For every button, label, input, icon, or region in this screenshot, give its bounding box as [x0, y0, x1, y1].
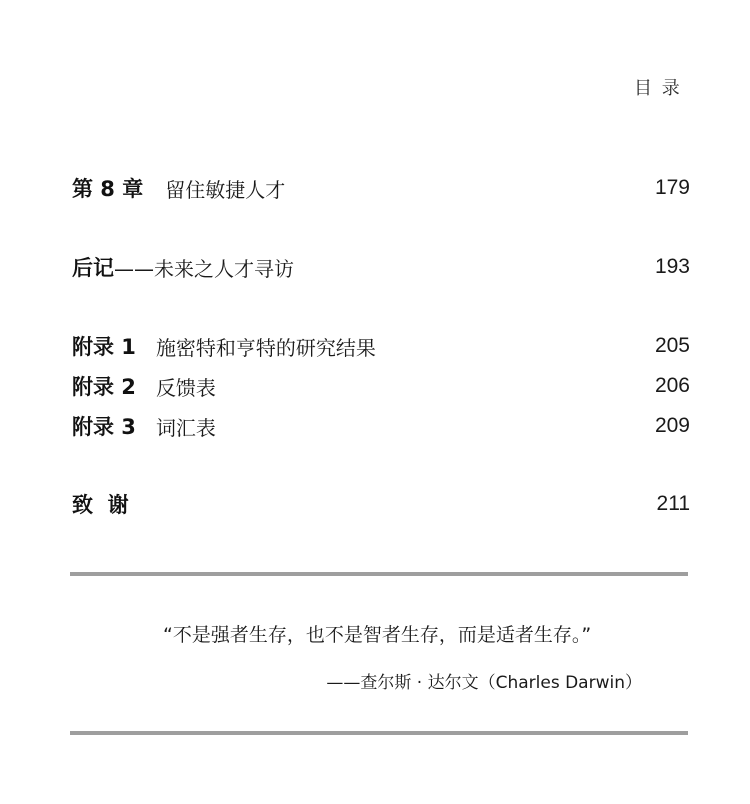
toc-entry-title: 词汇表 — [155, 415, 216, 440]
toc-entry-afterword[interactable] — [72, 252, 690, 282]
toc-entry-appendix-1[interactable] — [72, 331, 690, 361]
toc-entry-page: 205 — [654, 334, 690, 357]
toc-entry-title: 施密特和亨特的研究结果 — [155, 335, 376, 360]
toc-entry-page: 179 — [654, 176, 690, 199]
toc-entry-heading: 第 8 章 — [72, 177, 144, 201]
epigraph-attribution: ——查尔斯 · 达尔文（Charles Darwin） — [326, 673, 642, 693]
epigraph-quote: “不是强者生存，也不是智者生存，而是适者生存。” — [163, 624, 592, 646]
toc-entry-chapter-8[interactable] — [72, 173, 690, 203]
toc-entry-heading: 附录 3 — [72, 415, 136, 439]
toc-entry-title: 反馈表 — [155, 375, 216, 400]
toc-entry-heading: 后记 — [72, 256, 114, 280]
toc-entry-appendix-2[interactable] — [72, 371, 690, 401]
toc-entry-heading: 附录 1 — [72, 335, 136, 359]
toc-entry-page: 211 — [656, 492, 690, 515]
toc-entry-heading: 附录 2 — [72, 375, 136, 399]
toc-entry-title: 留住敏捷人才 — [165, 177, 286, 202]
toc-entry-acknowledgments[interactable] — [72, 489, 690, 519]
toc-entry-page: 206 — [654, 374, 690, 397]
toc-entry-title: ——未来之人才寻访 — [114, 256, 294, 281]
toc-entry-heading: 致 谢 — [72, 493, 129, 517]
running-head: 目 录 — [634, 78, 682, 99]
toc-entry-page: 209 — [654, 414, 690, 437]
top-divider — [70, 572, 688, 576]
toc-entry-page: 193 — [654, 255, 690, 278]
toc-entry-appendix-3[interactable] — [72, 411, 690, 441]
bottom-divider — [70, 731, 688, 735]
